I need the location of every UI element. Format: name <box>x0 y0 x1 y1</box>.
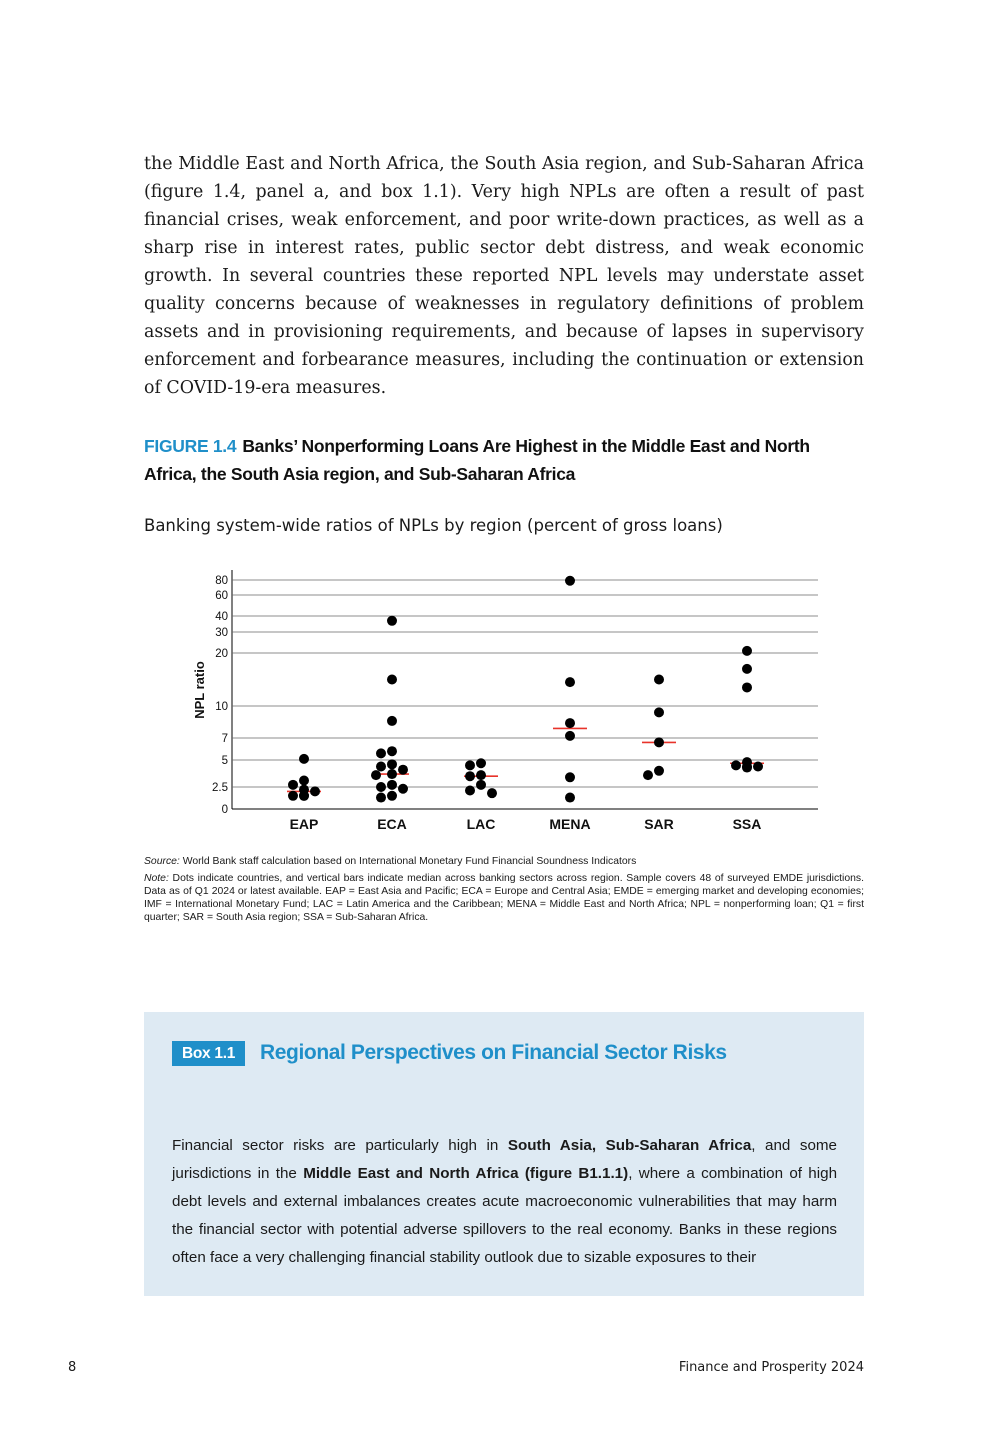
data-point <box>376 782 386 792</box>
page-number: 8 <box>68 1360 77 1375</box>
data-point <box>376 748 386 758</box>
data-point <box>565 793 575 803</box>
y-axis-label: NPL ratio <box>192 661 207 719</box>
data-point <box>299 754 309 764</box>
figure-subtitle: Banking system-wide ratios of NPLs by region (percent of gross loans) <box>144 516 723 535</box>
data-point <box>387 769 397 779</box>
figure-title-text: Banks’ Nonperforming Loans Are Highest in the Middle East and North Africa, the South Asia region, and Sub-Saharan Africa <box>144 436 810 484</box>
data-point <box>654 707 664 717</box>
data-point <box>288 780 298 790</box>
data-point <box>643 770 653 780</box>
x-category-label: ECA <box>377 816 407 832</box>
y-tick-label: 20 <box>215 648 228 660</box>
data-point <box>387 746 397 756</box>
y-tick-label: 2.5 <box>212 782 228 794</box>
data-point <box>742 682 752 692</box>
data-point <box>565 677 575 687</box>
data-point <box>465 786 475 796</box>
explanatory-note: Note: Dots indicate countries, and vertical bars indicate median across banking sectors across region. Sample covers 48 of surveyed EMDE jurisdictions. Data as of Q1 2024 or latest available. EAP = East Asia and Pacific; ECA = Europe and Central Asia; EMDE = emerging market and developing economies; IMF = International Monetary Fund; LAC = Latin America and the Caribbean; MENA = Middle East and North Africa; NPL = nonperforming loan; Q1 = first quarter; SAR = South Asia region; SSA = Sub-Saharan Africa. <box>144 873 864 923</box>
data-point <box>376 793 386 803</box>
data-point <box>288 791 298 801</box>
running-title: Finance and Prosperity 2024 <box>678 1360 864 1375</box>
data-point <box>565 576 575 586</box>
figure-notes <box>144 855 864 928</box>
data-point <box>398 784 408 794</box>
y-tick-label: 5 <box>221 755 228 767</box>
chart-marks <box>287 576 764 803</box>
data-point <box>398 765 408 775</box>
y-tick-label: 60 <box>215 590 228 602</box>
figure-number: FIGURE 1.4 <box>144 436 237 456</box>
data-point <box>753 761 763 771</box>
data-point <box>376 761 386 771</box>
box-title: Regional Perspectives on Financial Sector Risks <box>260 1041 727 1064</box>
chart-gridlines <box>232 570 818 809</box>
data-point <box>565 772 575 782</box>
npl-scatter-chart <box>180 565 830 840</box>
data-point <box>476 770 486 780</box>
x-category-label: SSA <box>732 816 762 832</box>
figure-title <box>144 432 864 488</box>
data-point <box>387 675 397 685</box>
data-point <box>565 731 575 741</box>
data-point <box>310 786 320 796</box>
data-point <box>476 780 486 790</box>
x-axis-labels <box>290 816 762 832</box>
box-paragraph: Financial sector risks are particularly high in South Asia, Sub-Saharan Africa, and some jurisdictions in the Middle East and North Africa (figure B1.1.1), where a combination of high debt levels and external imbalances creates acute macroeconomic vulnerabilities that may harm the financial sector with potential adverse spillovers to the real economy. Banks in these regions often face a very challenging financial stability outlook due to sizable exposures to their <box>172 1137 838 1266</box>
data-point <box>476 758 486 768</box>
box-tag: Box 1.1 <box>172 1041 245 1066</box>
box-regional-perspectives <box>144 1012 864 1296</box>
x-category-label: EAP <box>289 816 319 832</box>
data-point <box>742 763 752 773</box>
y-tick-label: 0 <box>221 804 228 816</box>
data-point <box>387 780 397 790</box>
data-point <box>742 646 752 656</box>
data-point <box>565 718 575 728</box>
intro-paragraph: the Middle East and North Africa, the South Asia region, and Sub-Saharan Africa (figure 1.4, panel a, and box 1.1). Very high NPLs are often a result of past financial crises, weak enforcement, and poor write-down practices, as well as a sharp rise in interest rates, public sector debt distress, and weak economic growth. In several countries these reported NPL levels may understate asset quality concerns because of weaknesses in regulatory definitions of problem assets and in provisioning requirements, and because of lapses in supervisory enforcement and forbearance measures, including the continuation or extension of COVID-19-era measures. <box>144 154 864 398</box>
data-point <box>387 716 397 726</box>
data-point <box>654 675 664 685</box>
data-point <box>742 664 752 674</box>
data-point <box>487 788 497 798</box>
x-category-label: LAC <box>466 816 496 832</box>
y-tick-label: 10 <box>215 701 228 713</box>
data-point <box>465 771 475 781</box>
y-tick-label: 40 <box>215 611 228 623</box>
y-tick-label: 30 <box>215 627 228 639</box>
data-point <box>299 791 309 801</box>
y-tick-label: 7 <box>221 733 228 745</box>
x-category-label: MENA <box>549 816 591 832</box>
data-point <box>371 770 381 780</box>
source-note: Source: World Bank staff calculation based on International Monetary Fund Financial Soundness Indicators <box>144 856 637 867</box>
data-point <box>387 791 397 801</box>
data-point <box>654 766 664 776</box>
x-category-label: SAR <box>644 816 674 832</box>
data-point <box>465 760 475 770</box>
data-point <box>387 616 397 626</box>
y-axis-ticks <box>212 575 228 816</box>
data-point <box>731 760 741 770</box>
data-point <box>387 759 397 769</box>
data-point <box>654 737 664 747</box>
y-tick-label: 80 <box>215 575 228 587</box>
data-point <box>299 776 309 786</box>
